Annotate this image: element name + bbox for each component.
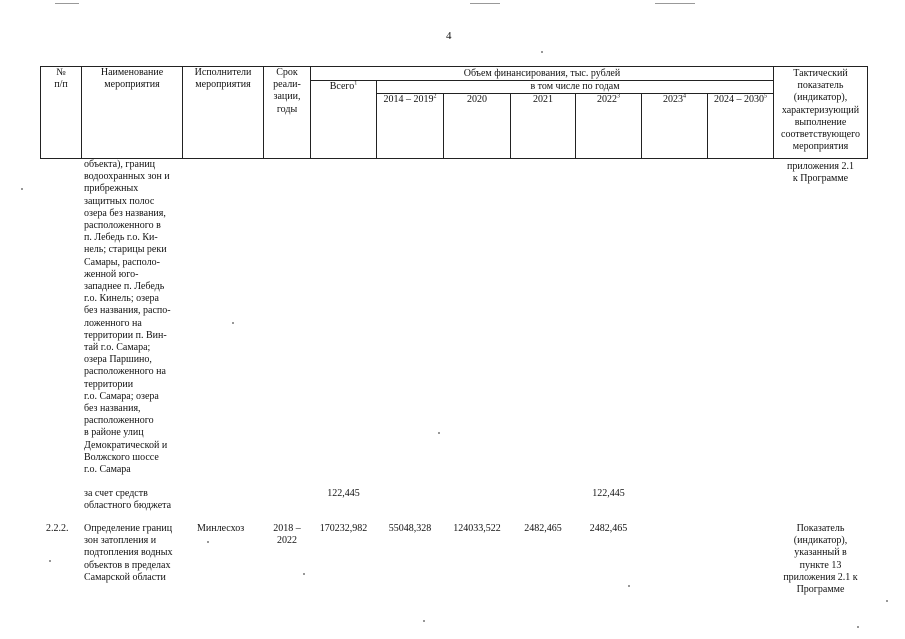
header-total: Всего$^1$ xyxy=(329,80,358,92)
scan-speck xyxy=(21,188,23,190)
row-continued-name: объекта), границ водоохранных зон и прибрежных защитных полос озера без названия, расположенного в п. Лебедь г.о. Ки- нель; старицы реки Самары, располо- женной юго- западнее п. Лебедь г.о. Кинель; озера без названия, распо- ложенного на территории п. Вин- тай г.о. Самара; озера Паршино, расположенного на территории г.о. Самара; озера без названия, расположенного в районе улиц Демократической и Волжского шоссе г.о. Самара xyxy=(84,159,171,476)
scan-speck xyxy=(49,560,51,562)
row-2022: 2482,465 xyxy=(589,523,628,534)
header-year: 2021 xyxy=(533,94,553,105)
scan-speck xyxy=(303,573,305,575)
row-number: 2.2.2. xyxy=(46,523,69,534)
header-executors: Исполнители мероприятия xyxy=(194,67,252,91)
row-executor: Минлесхоз xyxy=(197,523,245,534)
scan-speck xyxy=(628,585,630,587)
scan-speck xyxy=(423,620,425,622)
row-term: 2018 – 2022 xyxy=(273,523,301,547)
scan-speck xyxy=(886,600,888,602)
row-regional-budget-total: 122,445 xyxy=(327,488,360,499)
row-total: 170232,982 xyxy=(319,523,368,534)
row-2014-2019: 55048,328 xyxy=(388,523,432,534)
row-regional-budget-2022: 122,445 xyxy=(592,488,625,499)
scan-speck xyxy=(541,51,543,53)
header-year: 2014 – 2019$^2$ xyxy=(383,93,437,105)
header-term: Срок реали- зации, годы xyxy=(273,67,301,115)
scan-speck xyxy=(232,322,234,324)
row-indicator: Показатель (индикатор), указанный в пункте 13 приложения 2.1 к Программе xyxy=(783,523,858,596)
scan-speck xyxy=(857,626,859,628)
header-funding-title: Объем финансирования, тыс. рублей xyxy=(463,68,621,79)
scan-mark xyxy=(655,3,695,4)
page-number: 4 xyxy=(446,30,452,42)
header-year: 2022$^3$ xyxy=(597,93,620,105)
row-regional-budget-name: за счет средств областного бюджета xyxy=(84,488,172,512)
row-2020: 124033,522 xyxy=(453,523,501,534)
scan-speck xyxy=(438,432,440,434)
scan-speck xyxy=(207,541,209,543)
scan-mark xyxy=(55,3,79,4)
row-name: Определение границ зон затопления и подтопления водных объектов в пределах Самарской области xyxy=(84,523,173,583)
header-name: Наименование мероприятия xyxy=(100,67,164,91)
header-indicator: Тактический показатель (индикатор), характеризующий выполнение соответствующего мероприятия xyxy=(781,68,860,153)
table-right-border xyxy=(867,66,868,159)
row-2021: 2482,465 xyxy=(524,523,562,534)
header-year: 2024 – 2030$^5$ xyxy=(714,93,767,105)
row-continued-indicator: приложения 2.1 к Программе xyxy=(787,161,854,185)
header-by-years: в том числе по годам xyxy=(530,81,620,92)
scan-mark xyxy=(470,3,500,4)
header-year: 2023$^4$ xyxy=(663,93,686,105)
header-number: № п/п xyxy=(54,67,68,91)
header-year: 2020 xyxy=(467,94,487,105)
